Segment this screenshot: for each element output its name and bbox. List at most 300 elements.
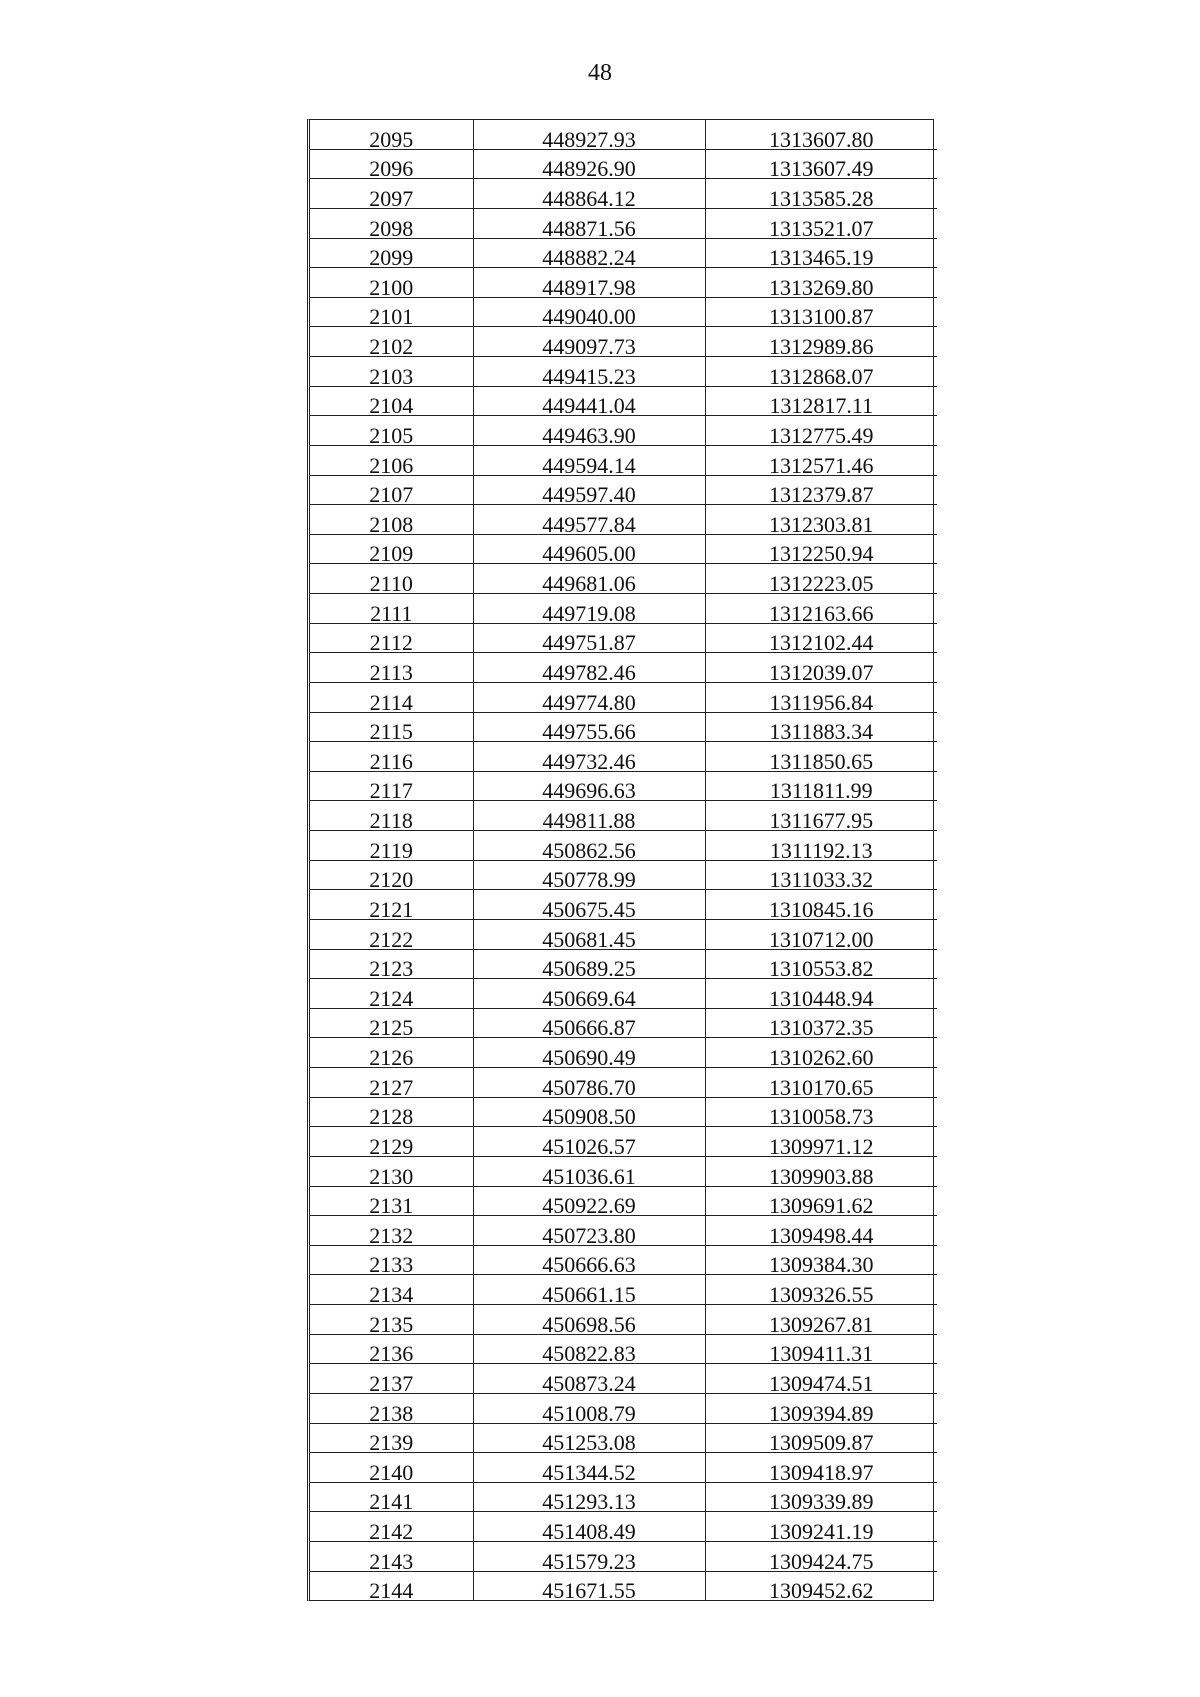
- cell-text: 2111: [370, 600, 413, 626]
- cell-text: 1313607.49: [769, 156, 874, 182]
- table-row: [310, 1275, 937, 1305]
- cell-text: 2120: [369, 867, 414, 893]
- point-number-cell: [310, 534, 473, 567]
- cell-text: 1312379.87: [769, 482, 874, 508]
- point-number-cell: [310, 682, 473, 715]
- cell-text: 450666.87: [542, 1015, 636, 1041]
- y-coordinate-cell: [705, 1334, 937, 1367]
- table-row: [310, 1097, 937, 1127]
- cell-text: 450689.25: [542, 956, 636, 982]
- point-number-cell: [310, 594, 473, 624]
- y-coordinate-cell: [705, 1186, 937, 1219]
- y-coordinate-cell: [705, 1393, 937, 1426]
- cell-text: 1312102.44: [769, 630, 874, 656]
- cell-text: 1312775.49: [769, 422, 874, 448]
- cell-text: 451344.52: [542, 1459, 636, 1485]
- table-row: [310, 238, 937, 268]
- y-coordinate-cell: [705, 1008, 937, 1041]
- cell-text: 2140: [369, 1459, 414, 1485]
- cell-text: 2109: [369, 541, 414, 567]
- cell-text: 2138: [369, 1400, 414, 1426]
- cell-text: 449681.06: [542, 571, 636, 596]
- x-coordinate-cell: [473, 1482, 705, 1515]
- table-row: [310, 208, 937, 238]
- cell-text: 2137: [369, 1370, 414, 1396]
- cell-text: 1312989.86: [769, 334, 874, 359]
- table-row: [310, 1453, 937, 1483]
- cell-text: 2116: [369, 748, 413, 774]
- cell-text: 2097: [369, 185, 414, 211]
- cell-text: 449040.00: [542, 304, 636, 330]
- cell-text: 2124: [369, 985, 414, 1011]
- cell-text: 2112: [369, 630, 413, 656]
- y-coordinate-cell: [705, 327, 937, 357]
- x-coordinate-cell: [473, 1216, 705, 1246]
- cell-text: 2101: [369, 304, 414, 330]
- y-coordinate-cell: [705, 297, 937, 330]
- point-number-cell: [310, 297, 473, 330]
- cell-text: 1309691.62: [769, 1193, 874, 1219]
- point-number-cell: [310, 1364, 473, 1394]
- table-row: [310, 1542, 937, 1572]
- cell-text: 1310712.00: [769, 926, 874, 952]
- cell-text: 1311956.84: [769, 689, 874, 715]
- cell-text: 1311883.34: [769, 719, 874, 745]
- coordinates-table: [307, 119, 934, 1604]
- x-coordinate-cell: [473, 416, 705, 446]
- cell-text: 1313269.80: [769, 274, 874, 300]
- point-number-cell: [310, 1216, 473, 1246]
- x-coordinate-cell: [473, 505, 705, 535]
- table-row: [310, 1334, 937, 1364]
- y-coordinate-cell: [705, 801, 937, 831]
- table-row: [310, 534, 937, 564]
- point-number-cell: [310, 386, 473, 419]
- point-number-cell: [310, 1453, 473, 1483]
- cell-text: 2119: [369, 837, 413, 863]
- cell-text: 1312868.07: [769, 363, 874, 389]
- cell-text: 1311677.95: [769, 808, 874, 833]
- cell-text: 449441.04: [542, 393, 636, 419]
- cell-text: 449696.63: [542, 778, 636, 804]
- x-coordinate-cell: [473, 534, 705, 567]
- cell-text: 450675.45: [542, 896, 636, 922]
- cell-text: 2098: [369, 215, 414, 241]
- point-number-cell: [310, 445, 473, 478]
- y-coordinate-cell: [705, 357, 937, 387]
- point-number-cell: [310, 1156, 473, 1189]
- cell-text: 1312571.46: [769, 452, 874, 478]
- point-number-cell: [310, 505, 473, 535]
- cell-text: 2107: [369, 482, 414, 508]
- cell-text: 450922.69: [542, 1193, 636, 1219]
- cell-text: 450698.56: [542, 1311, 636, 1337]
- table-row: [310, 742, 937, 772]
- point-number-cell: [310, 149, 473, 182]
- x-coordinate-cell: [473, 1423, 705, 1456]
- point-number-cell: [310, 1334, 473, 1367]
- point-number-cell: [310, 623, 473, 656]
- x-coordinate-cell: [473, 1245, 705, 1278]
- point-number-cell: [310, 979, 473, 1009]
- y-coordinate-cell: [705, 653, 937, 683]
- cell-text: 450681.45: [542, 926, 636, 952]
- cell-text: 1309411.31: [769, 1341, 874, 1367]
- point-number-cell: [310, 327, 473, 357]
- point-number-cell: [310, 1571, 473, 1604]
- x-coordinate-cell: [473, 1068, 705, 1098]
- point-number-cell: [310, 179, 473, 209]
- y-coordinate-cell: [705, 416, 937, 446]
- table-row: [310, 1068, 937, 1098]
- y-coordinate-cell: [705, 1453, 937, 1483]
- cell-text: 2134: [369, 1282, 414, 1307]
- y-coordinate-cell: [705, 475, 937, 508]
- table-row: [310, 1216, 937, 1246]
- y-coordinate-cell: [705, 623, 937, 656]
- cell-text: 451293.13: [542, 1489, 636, 1515]
- x-coordinate-cell: [473, 712, 705, 745]
- x-coordinate-cell: [473, 594, 705, 624]
- cell-text: 1310262.60: [769, 1045, 874, 1070]
- cell-text: 1312250.94: [769, 541, 874, 567]
- cell-text: 449597.40: [542, 482, 636, 508]
- point-number-cell: [310, 1542, 473, 1572]
- x-coordinate-cell: [473, 623, 705, 656]
- cell-text: 1309418.97: [769, 1459, 874, 1485]
- cell-text: 1312223.05: [769, 571, 874, 596]
- cell-text: 449605.00: [542, 541, 636, 567]
- x-coordinate-cell: [473, 1097, 705, 1130]
- x-coordinate-cell: [473, 268, 705, 298]
- table-row: [310, 1423, 937, 1453]
- cell-text: 2122: [369, 926, 414, 952]
- cell-text: 1310553.82: [769, 956, 874, 982]
- cell-text: 450908.50: [542, 1104, 636, 1130]
- y-coordinate-cell: [705, 1038, 937, 1068]
- y-coordinate-cell: [705, 979, 937, 1009]
- cell-text: 1310845.16: [769, 896, 874, 922]
- cell-text: 2123: [369, 956, 414, 982]
- y-coordinate-cell: [705, 1275, 937, 1305]
- x-coordinate-cell: [473, 357, 705, 387]
- cell-text: 2106: [369, 452, 414, 478]
- x-coordinate-cell: [473, 653, 705, 683]
- cell-text: 1309509.87: [769, 1430, 874, 1456]
- cell-text: 2130: [369, 1163, 414, 1189]
- cell-text: 2099: [369, 245, 414, 271]
- table-row: [310, 979, 937, 1009]
- cell-text: 2136: [369, 1341, 414, 1367]
- cell-text: 2132: [369, 1222, 414, 1248]
- table-row: [310, 919, 937, 949]
- y-coordinate-cell: [705, 149, 937, 182]
- cell-text: 2128: [369, 1104, 414, 1130]
- point-number-cell: [310, 208, 473, 241]
- point-number-cell: [310, 1423, 473, 1456]
- cell-text: 1309452.62: [769, 1578, 874, 1604]
- y-coordinate-cell: [705, 712, 937, 745]
- cell-text: 2100: [369, 274, 414, 300]
- cell-text: 1309474.51: [769, 1370, 874, 1396]
- table-row: [310, 564, 937, 594]
- cell-text: 2135: [369, 1311, 414, 1337]
- y-coordinate-cell: [705, 1542, 937, 1572]
- cell-text: 1313465.19: [769, 245, 874, 271]
- cell-text: 450873.24: [542, 1370, 636, 1396]
- cell-text: 1313585.28: [769, 185, 874, 211]
- point-number-cell: [310, 653, 473, 683]
- cell-text: 2114: [369, 689, 413, 715]
- x-coordinate-cell: [473, 771, 705, 804]
- point-number-cell: [310, 712, 473, 745]
- cell-text: 2131: [369, 1193, 414, 1219]
- x-coordinate-cell: [473, 1542, 705, 1572]
- table-body: [310, 120, 937, 1604]
- point-number-cell: [310, 831, 473, 861]
- cell-text: 1309971.12: [769, 1133, 874, 1159]
- point-number-cell: [310, 564, 473, 594]
- x-coordinate-cell: [473, 831, 705, 861]
- cell-text: 450666.63: [542, 1252, 636, 1278]
- cell-text: 2143: [369, 1548, 414, 1574]
- table-row: [310, 860, 937, 890]
- point-number-cell: [310, 1275, 473, 1305]
- y-coordinate-cell: [705, 1127, 937, 1157]
- cell-text: 1309267.81: [769, 1311, 874, 1337]
- cell-text: 2115: [369, 719, 413, 745]
- x-coordinate-cell: [473, 386, 705, 419]
- cell-text: 1309498.44: [769, 1222, 874, 1248]
- y-coordinate-cell: [705, 1245, 937, 1278]
- table-row: [310, 149, 937, 179]
- cell-text: 2102: [369, 334, 414, 359]
- table-row: [310, 1482, 937, 1512]
- x-coordinate-cell: [473, 120, 705, 152]
- cell-text: 449415.23: [542, 363, 636, 389]
- cell-text: 2139: [369, 1430, 414, 1456]
- y-coordinate-cell: [705, 1571, 937, 1604]
- cell-text: 2117: [369, 778, 413, 804]
- cell-text: 449577.84: [542, 511, 636, 537]
- point-number-cell: [310, 1186, 473, 1219]
- y-coordinate-cell: [705, 831, 937, 861]
- cell-text: 1311192.13: [769, 837, 873, 863]
- cell-text: 2127: [369, 1074, 414, 1100]
- point-number-cell: [310, 1008, 473, 1041]
- x-coordinate-cell: [473, 1453, 705, 1483]
- cell-text: 1311033.32: [769, 867, 874, 893]
- table-row: [310, 801, 937, 831]
- x-coordinate-cell: [473, 208, 705, 241]
- y-coordinate-cell: [705, 1423, 937, 1456]
- cell-text: 448927.93: [542, 126, 636, 152]
- cell-text: 2103: [369, 363, 414, 389]
- table-row: [310, 623, 937, 653]
- cell-text: 450822.83: [542, 1341, 636, 1367]
- point-number-cell: [310, 357, 473, 387]
- x-coordinate-cell: [473, 1275, 705, 1305]
- y-coordinate-cell: [705, 534, 937, 567]
- point-number-cell: [310, 1305, 473, 1335]
- point-number-cell: [310, 268, 473, 298]
- x-coordinate-cell: [473, 445, 705, 478]
- y-coordinate-cell: [705, 1364, 937, 1394]
- cell-text: 1309424.75: [769, 1548, 874, 1574]
- x-coordinate-cell: [473, 1127, 705, 1157]
- x-coordinate-cell: [473, 919, 705, 952]
- cell-text: 2142: [369, 1519, 414, 1544]
- cell-text: 451253.08: [542, 1430, 636, 1456]
- point-number-cell: [310, 742, 473, 772]
- table-row: [310, 594, 937, 624]
- cell-text: 450786.70: [542, 1074, 636, 1100]
- y-coordinate-cell: [705, 682, 937, 715]
- x-coordinate-cell: [473, 297, 705, 330]
- point-number-cell: [310, 1038, 473, 1068]
- y-coordinate-cell: [705, 1156, 937, 1189]
- cell-text: 449774.80: [542, 689, 636, 715]
- table-row: [310, 1393, 937, 1423]
- x-coordinate-cell: [473, 860, 705, 893]
- x-coordinate-cell: [473, 1156, 705, 1189]
- point-number-cell: [310, 890, 473, 920]
- y-coordinate-cell: [705, 120, 937, 152]
- point-number-cell: [310, 771, 473, 804]
- cell-text: 1312039.07: [769, 659, 874, 685]
- cell-text: 1311850.65: [769, 748, 874, 774]
- cell-text: 2095: [369, 126, 414, 152]
- cell-text: 1310448.94: [769, 985, 874, 1011]
- cell-text: 1310058.73: [769, 1104, 874, 1130]
- y-coordinate-cell: [705, 238, 937, 271]
- y-coordinate-cell: [705, 742, 937, 772]
- cell-text: 1309384.30: [769, 1252, 874, 1278]
- cell-text: 2108: [369, 511, 414, 537]
- y-coordinate-cell: [705, 208, 937, 241]
- cell-text: 451008.79: [542, 1400, 636, 1426]
- y-coordinate-cell: [705, 594, 937, 624]
- point-number-cell: [310, 1512, 473, 1542]
- cell-text: 451026.57: [542, 1133, 636, 1159]
- y-coordinate-cell: [705, 1216, 937, 1246]
- cell-text: 2141: [369, 1489, 414, 1515]
- cell-text: 451036.61: [542, 1163, 636, 1189]
- cell-text: 1312817.11: [769, 393, 874, 419]
- cell-text: 449719.08: [542, 600, 636, 626]
- table-row: [310, 327, 937, 357]
- table-row: [310, 771, 937, 801]
- table-row: [310, 890, 937, 920]
- point-number-cell: [310, 860, 473, 893]
- cell-text: 450723.80: [542, 1222, 636, 1248]
- point-number-cell: [310, 1127, 473, 1157]
- x-coordinate-cell: [473, 1008, 705, 1041]
- cell-text: 450690.49: [542, 1045, 636, 1070]
- table-row: [310, 1364, 937, 1394]
- x-coordinate-cell: [473, 801, 705, 831]
- x-coordinate-cell: [473, 1512, 705, 1542]
- cell-text: 449755.66: [542, 719, 636, 745]
- table-row: [310, 1186, 937, 1216]
- x-coordinate-cell: [473, 1186, 705, 1219]
- point-number-cell: [310, 919, 473, 952]
- cell-text: 2121: [369, 896, 414, 922]
- cell-text: 1313100.87: [769, 304, 874, 330]
- y-coordinate-cell: [705, 771, 937, 804]
- y-coordinate-cell: [705, 1512, 937, 1542]
- x-coordinate-cell: [473, 979, 705, 1009]
- cell-text: 2126: [369, 1045, 414, 1070]
- cell-text: 1313521.07: [769, 215, 874, 241]
- x-coordinate-cell: [473, 742, 705, 772]
- x-coordinate-cell: [473, 682, 705, 715]
- point-number-cell: [310, 949, 473, 982]
- cell-text: 448882.24: [542, 245, 636, 271]
- cell-text: 1309903.88: [769, 1163, 874, 1189]
- table-row: [310, 1156, 937, 1186]
- table-row: [310, 949, 937, 979]
- y-coordinate-cell: [705, 890, 937, 920]
- table-row: [310, 357, 937, 387]
- x-coordinate-cell: [473, 149, 705, 182]
- cell-text: 1309339.89: [769, 1489, 874, 1515]
- cell-text: 449594.14: [542, 452, 636, 478]
- cell-text: 1312303.81: [769, 511, 874, 537]
- x-coordinate-cell: [473, 179, 705, 209]
- cell-text: 450661.15: [542, 1282, 636, 1307]
- x-coordinate-cell: [473, 890, 705, 920]
- cell-text: 2110: [369, 571, 413, 596]
- table-row: [310, 1127, 937, 1157]
- y-coordinate-cell: [705, 386, 937, 419]
- y-coordinate-cell: [705, 949, 937, 982]
- cell-text: 2096: [369, 156, 414, 182]
- point-number-cell: [310, 1393, 473, 1426]
- x-coordinate-cell: [473, 1364, 705, 1394]
- x-coordinate-cell: [473, 1571, 705, 1604]
- cell-text: 2104: [369, 393, 414, 419]
- y-coordinate-cell: [705, 860, 937, 893]
- cell-text: 2118: [369, 808, 413, 833]
- cell-text: 450778.99: [542, 867, 636, 893]
- table-row: [310, 1038, 937, 1068]
- cell-text: 450669.64: [542, 985, 636, 1011]
- point-number-cell: [310, 120, 473, 152]
- y-coordinate-cell: [705, 268, 937, 298]
- point-number-cell: [310, 801, 473, 831]
- table-row: [310, 682, 937, 712]
- table-row: [310, 297, 937, 327]
- table-row: [310, 268, 937, 298]
- table-row: [310, 712, 937, 742]
- table-row: [310, 505, 937, 535]
- point-number-cell: [310, 475, 473, 508]
- table-row: [310, 416, 937, 446]
- cell-text: 451579.23: [542, 1548, 636, 1574]
- cell-text: 1310170.65: [769, 1074, 874, 1100]
- cell-text: 451408.49: [542, 1519, 636, 1544]
- point-number-cell: [310, 1245, 473, 1278]
- cell-text: 1309326.55: [769, 1282, 874, 1307]
- cell-text: 449732.46: [542, 748, 636, 774]
- table-row: [310, 1245, 937, 1275]
- cell-text: 448926.90: [542, 156, 636, 182]
- cell-text: 2129: [369, 1133, 414, 1159]
- cell-text: 450862.56: [542, 837, 636, 863]
- table-row: [310, 1512, 937, 1542]
- table-row: [310, 445, 937, 475]
